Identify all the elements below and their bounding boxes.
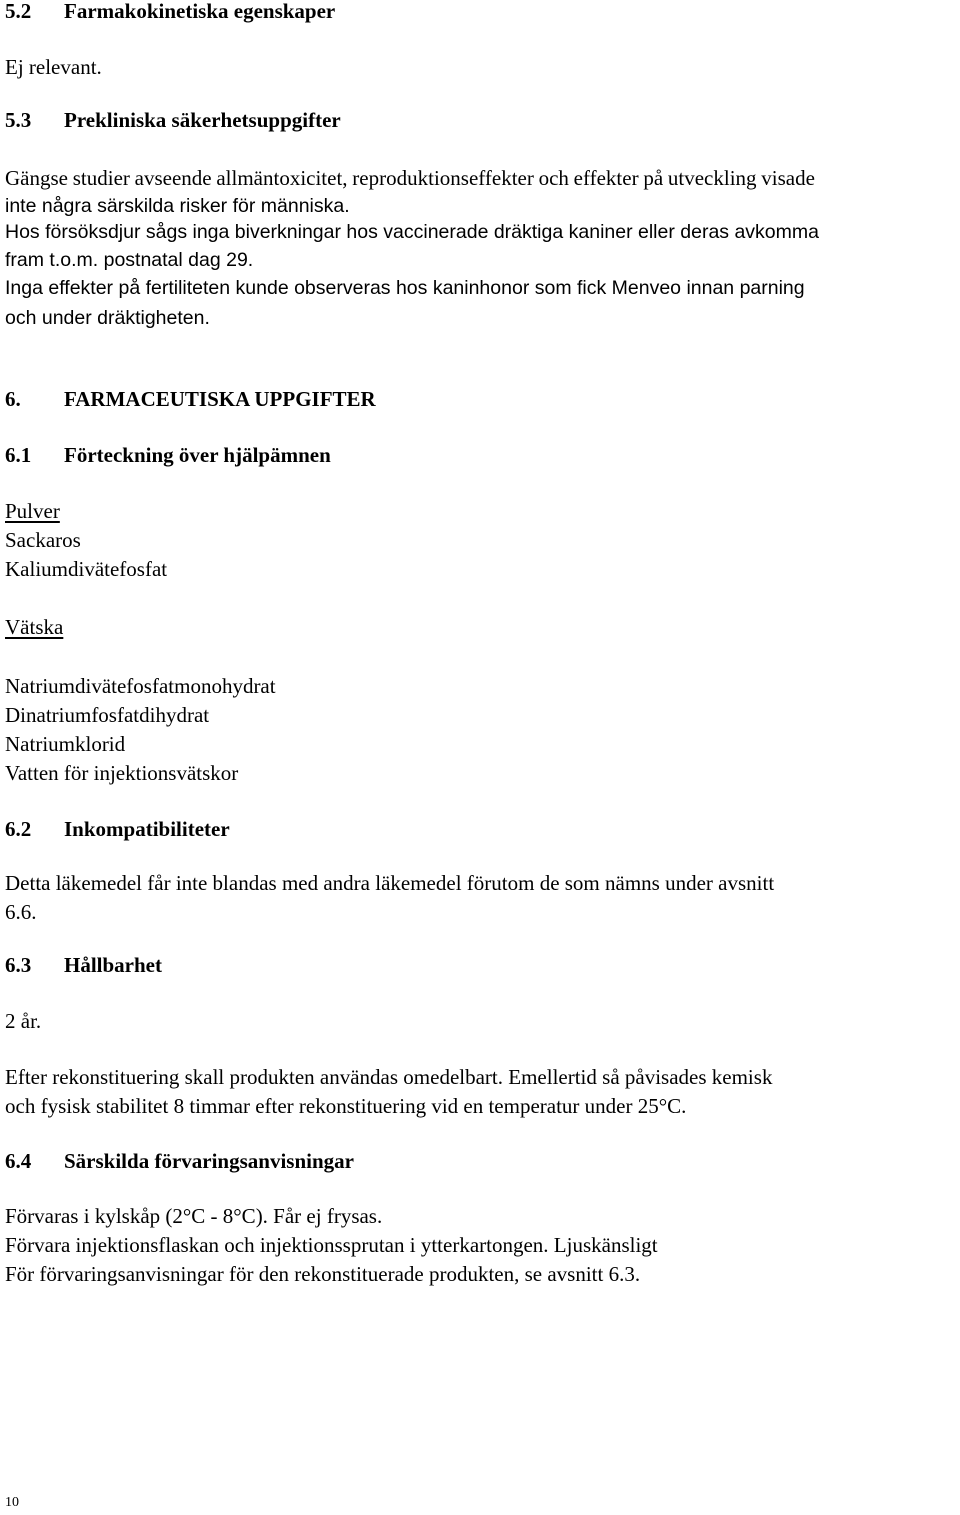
- paragraph-5-3-line: Gängse studier avseende allmäntoxicitet, reproduktionseffekter och effekter på utveckling visade: [5, 166, 815, 190]
- heading-number: 6.4: [5, 1149, 32, 1173]
- excipient-item: Vatten för injektionsvätskor: [5, 761, 239, 785]
- heading-6-1: [5, 441, 331, 470]
- paragraph-6-3-line: och fysisk stabilitet 8 timmar efter rekonstituering vid en temperatur under 25°C.: [5, 1094, 687, 1118]
- paragraph-6-4-line: För förvaringsanvisningar för den rekonstituerade produkten, se avsnitt 6.3.: [5, 1262, 641, 1286]
- paragraph-6-2-line: Detta läkemedel får inte blandas med andra läkemedel förutom de som nämns under avsnitt: [5, 871, 775, 895]
- heading-number: 5.3: [5, 108, 32, 132]
- excipient-item: Natriumklorid: [5, 732, 126, 756]
- powder-label: Pulver: [5, 499, 60, 523]
- heading-6-3: [5, 951, 162, 980]
- heading-title: Prekliniska säkerhetsuppgifter: [64, 108, 341, 132]
- paragraph-5-3-line: inte några särskilda risker för människa.: [5, 195, 350, 217]
- excipient-item: Natriumdivätefosfatmonohydrat: [5, 674, 276, 698]
- paragraph-6-4-line: Förvara injektionsflaskan och injektionssprutan i ytterkartongen. Ljuskänsligt: [5, 1233, 658, 1257]
- heading-title: Hållbarhet: [64, 953, 162, 977]
- heading-title: FARMACEUTISKA UPPGIFTER: [64, 387, 376, 411]
- heading-title: Farmakokinetiska egenskaper: [64, 0, 336, 23]
- heading-title: Särskilda förvaringsanvisningar: [64, 1149, 354, 1173]
- liquid-label: Vätska: [5, 615, 64, 639]
- heading-6-4: [5, 1147, 354, 1176]
- paragraph-6-3-shelf-life: 2 år.: [5, 1009, 42, 1033]
- paragraph-6-2-line: 6.6.: [5, 900, 37, 924]
- heading-title: Förteckning över hjälpämnen: [64, 443, 331, 467]
- excipient-item: Sackaros: [5, 528, 81, 552]
- paragraph-6-4-line: Förvaras i kylskåp (2°C - 8°C). Får ej frysas.: [5, 1204, 383, 1228]
- paragraph-5-3-line: och under dräktigheten.: [5, 307, 210, 329]
- heading-number: 5.2: [5, 0, 32, 23]
- heading-number: 6.2: [5, 817, 32, 841]
- paragraph-5-3-line: Hos försöksdjur sågs inga biverkningar hos vaccinerade dräktiga kaniner eller deras avkomma: [5, 221, 819, 243]
- excipient-item: Dinatriumfosfatdihydrat: [5, 703, 210, 727]
- heading-6: [5, 385, 376, 414]
- paragraph-5-3-line: fram t.o.m. postnatal dag 29.: [5, 249, 254, 271]
- heading-5-3: [5, 106, 341, 135]
- paragraph-5-2: Ej relevant.: [5, 55, 102, 79]
- page-number: 10: [5, 1495, 19, 1510]
- heading-number: 6.: [5, 387, 21, 411]
- paragraph-6-3-line: Efter rekonstituering skall produkten användas omedelbart. Emellertid så påvisades kemisk: [5, 1065, 773, 1089]
- paragraph-5-3-line: Inga effekter på fertiliteten kunde observeras hos kaninhonor som fick Menveo innan parning: [5, 277, 805, 299]
- heading-number: 6.1: [5, 443, 32, 467]
- excipient-item: Kaliumdivätefosfat: [5, 557, 168, 581]
- heading-title: Inkompatibiliteter: [64, 817, 230, 841]
- heading-6-2: [5, 815, 230, 844]
- heading-5-2: [5, 0, 335, 26]
- heading-number: 6.3: [5, 953, 32, 977]
